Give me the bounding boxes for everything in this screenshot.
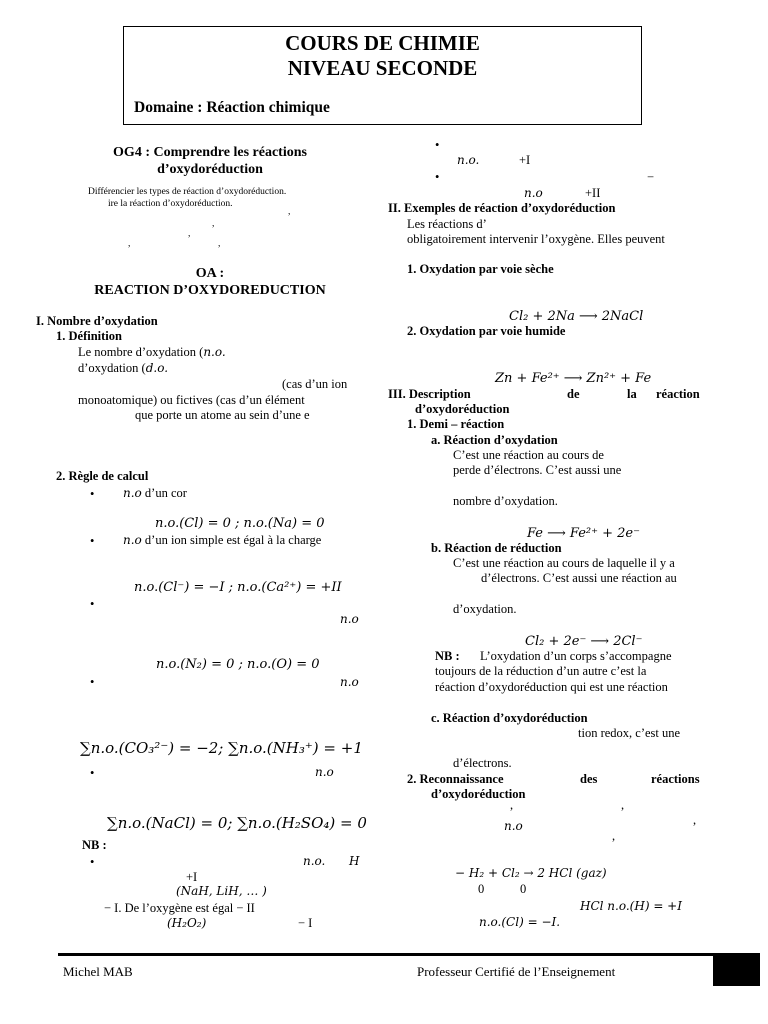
equation-dry: Cl₂ + 2Na ⟶ 2NaCl — [509, 309, 644, 324]
rule-2: n.o d’un ion simple est égal à la charge — [123, 533, 322, 547]
nb-right-line-3: réaction d’oxydoréduction qui est une réaction — [435, 680, 668, 694]
nb-oxygen: − I. De l’oxygène est égal − II — [104, 901, 255, 915]
nb-examples: (NaH, LiH, … ) — [176, 884, 267, 898]
definition-line-4: monoatomique) ou fictives (cas d’un élément — [78, 393, 305, 407]
examples-line-1: Les réactions d’ — [407, 217, 487, 231]
subsection-half-reaction: 1. Demi – réaction — [407, 417, 505, 431]
reduction-line-3: d’oxydation. — [453, 602, 517, 616]
subsection-recognition-2: d’oxydoréduction — [431, 787, 526, 801]
definition-line-5: que porte un atome au sein d’une e — [135, 408, 310, 422]
bullet — [435, 138, 439, 153]
objective-1: Différencier les types de réaction d’oxydoréduction. — [88, 187, 287, 197]
nb-right-label: NB : — [435, 649, 460, 663]
rule-2-example: n.o.(Cl⁻) = −I ; n.o.(Ca²⁺) = +II — [134, 580, 342, 595]
domain-title: Domaine : Réaction chimique — [134, 99, 330, 116]
subsection-wet: 2. Oxydation par voie humide — [407, 324, 566, 338]
section-3-word: de — [567, 387, 580, 401]
objective-fragment: , — [288, 207, 291, 217]
top-dash: − — [647, 170, 655, 184]
oa-title-line2: REACTION D’OXYDOREDUCTION — [94, 283, 326, 298]
section-1-heading: I. Nombre d’oxydation — [36, 314, 158, 328]
course-title: COURS DE CHIMIE — [285, 31, 480, 55]
top-value: +I — [519, 153, 531, 167]
rule-1-example: n.o.(Cl) = 0 ; n.o.(Na) = 0 — [155, 516, 325, 531]
objective-fragment: , — [128, 239, 131, 249]
footer-rule — [58, 953, 760, 956]
rule-5-example: ∑n.o.(NaCl) = 0; ∑n.o.(H₂SO₄) = 0 — [107, 814, 367, 832]
equation-wet: Zn + Fe²⁺ ⟶ Zn²⁺ + Fe — [495, 371, 652, 386]
oxidation-line-3: nombre d’oxydation. — [453, 494, 558, 508]
rule-1: n.o d’un cor — [123, 486, 187, 500]
reduction-line-1: C’est une réaction au cours de laquelle il y a — [453, 556, 675, 570]
section-3-heading-2: d’oxydoréduction — [415, 402, 510, 416]
objective-2: ire la réaction d’oxydoréduction. — [108, 199, 233, 209]
recognition-equation: − H₂ + Cl₂ → 2 HCl (gaz) — [455, 866, 607, 880]
recognition-fragment: , — [621, 798, 625, 812]
top-math-2: n.o — [524, 186, 543, 200]
oxidation-heading: a. Réaction d’oxydation — [431, 433, 558, 447]
rule-3-example: n.o.(N₂) = 0 ; n.o.(O) = 0 — [156, 657, 320, 672]
footer-author: Michel MAB — [63, 964, 133, 979]
redox-line-2: d’électrons. — [453, 756, 512, 770]
objective-fragment: , — [218, 239, 221, 249]
recognition-math: n.o — [504, 819, 523, 833]
definition-line-2: d’oxydation (d.o. — [78, 361, 169, 375]
footer-block — [713, 956, 760, 986]
bullet — [90, 597, 94, 612]
bullet — [90, 487, 94, 502]
reduction-line-2: d’électrons. C’est aussi une réaction au — [481, 571, 677, 585]
bullet — [435, 170, 439, 185]
subsection-recognition-word: des — [580, 772, 598, 786]
objective-fragment: , — [188, 229, 191, 239]
subsection-2-heading: 2. Règle de calcul — [56, 469, 149, 483]
subsection-recognition: 2. Reconnaissance — [407, 772, 504, 786]
top-value-2: +II — [585, 186, 601, 200]
nb-math-h: H — [349, 854, 360, 868]
rule-3-math: n.o — [340, 612, 359, 626]
section-3-word: réaction — [656, 387, 700, 401]
nb-peroxide-value: − I — [298, 916, 313, 930]
section-3-word: la — [627, 387, 637, 401]
section-3-heading: III. Description — [388, 387, 471, 401]
rule-4-example: ∑n.o.(CO₃²⁻) = −2; ∑n.o.(NH₃⁺) = +1 — [80, 739, 363, 757]
top-math: n.o. — [457, 153, 480, 167]
nb-label: NB : — [82, 838, 107, 852]
footer-role: Professeur Certifié de l’Enseignement — [417, 964, 616, 979]
recognition-cl: n.o.(Cl) = −I. — [479, 915, 561, 929]
nb-right-line-1: L’oxydation d’un corps s’accompagne — [480, 649, 672, 663]
og-title-line2: d’oxydoréduction — [157, 162, 263, 177]
equation-oxidation: Fe ⟶ Fe²⁺ + 2e⁻ — [527, 526, 640, 541]
oxidation-line-1: C’est une réaction au cours de — [453, 448, 604, 462]
recognition-fragment: , — [612, 829, 616, 843]
subsection-1-heading: 1. Définition — [56, 329, 122, 343]
reduction-heading: b. Réaction de réduction — [431, 541, 562, 555]
bullet — [90, 534, 94, 549]
bullet — [90, 855, 94, 870]
recognition-zero: 0 — [520, 882, 527, 896]
header-box — [123, 26, 642, 125]
nb-peroxide: (H₂O₂) — [167, 916, 207, 930]
subsection-recognition-word: réactions — [651, 772, 700, 786]
oxidation-line-2: perde d’électrons. C’est aussi une — [453, 463, 622, 477]
section-2-heading: II. Exemples de réaction d’oxydoréduction — [388, 201, 616, 215]
definition-line-3: (cas d’un ion — [282, 377, 348, 391]
nb-math: n.o. — [303, 854, 326, 868]
rule-5-math: n.o — [315, 765, 334, 779]
level-title: NIVEAU SECONDE — [287, 56, 478, 80]
recognition-zero: 0 — [478, 882, 485, 896]
subsection-dry: 1. Oxydation par voie sèche — [407, 262, 554, 276]
bullet — [90, 766, 94, 781]
examples-line-2: obligatoirement intervenir l’oxygène. Elles peuvent — [407, 232, 665, 246]
og-title-line1: OG4 : Comprendre les réactions — [113, 145, 307, 160]
recognition-hcl: HCl n.o.(H) = +I — [580, 899, 682, 913]
nb-value: +I — [186, 870, 198, 884]
nb-right-line-2: toujours de la réduction d’un autre c’est la — [435, 664, 647, 678]
rule-4-math: n.o — [340, 675, 359, 689]
definition-line-1: Le nombre d’oxydation (n.o. — [78, 345, 226, 359]
equation-reduction: Cl₂ + 2e⁻ ⟶ 2Cl⁻ — [525, 634, 643, 649]
redox-heading: c. Réaction d’oxydoréduction — [431, 711, 588, 725]
bullet — [90, 675, 94, 690]
redox-line-1: tion redox, c’est une — [578, 726, 681, 740]
recognition-fragment: , — [693, 813, 697, 827]
recognition-fragment: , — [510, 798, 514, 812]
objective-fragment: , — [212, 219, 215, 229]
oa-title-line1: OA : — [195, 266, 225, 281]
